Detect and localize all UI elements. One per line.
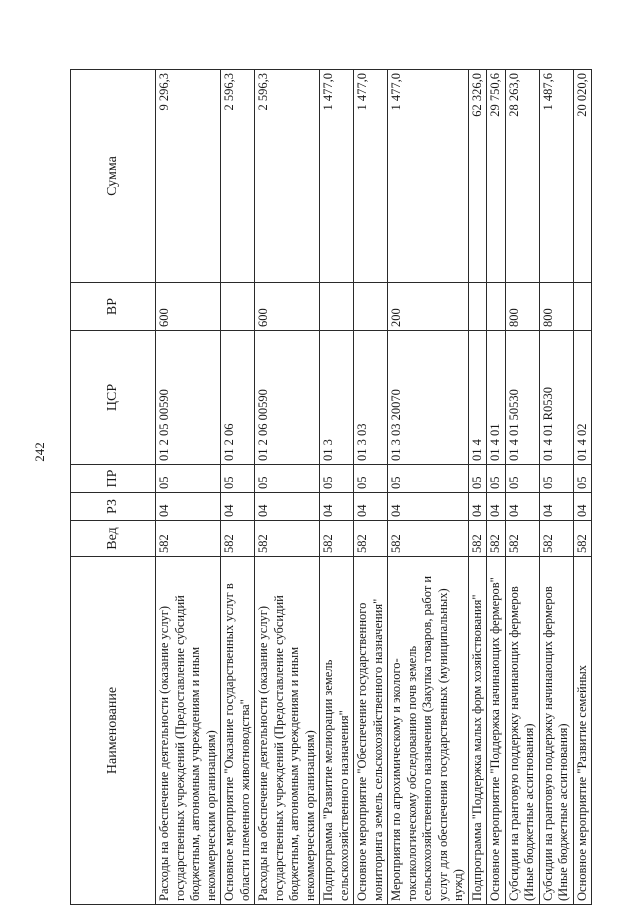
header-pr: ПР	[71, 465, 156, 493]
header-ved: Вед	[71, 521, 156, 557]
cell-ved: 582	[505, 521, 539, 557]
cell-csr: 01 4	[468, 331, 487, 465]
cell-sum: 28 263,0	[505, 70, 539, 283]
cell-rz: 04	[354, 493, 388, 521]
cell-vr	[221, 283, 255, 331]
table-row	[573, 70, 592, 905]
cell-pr: 05	[388, 465, 469, 493]
cell-vr	[468, 283, 487, 331]
cell-rz: 04	[505, 493, 539, 521]
table-row	[255, 70, 320, 905]
cell-name: Подпрограмма "Развитие мелиорации земель сельскохозяйственного назначения"	[320, 557, 354, 905]
header-sum: Сумма	[71, 70, 156, 283]
cell-sum: 62 326,0	[468, 70, 487, 283]
cell-pr: 05	[573, 465, 592, 493]
cell-name: Расходы на обеспечение деятельности (оказание услуг) государственных учреждений (Предоставление субсидий бюджетным, автономным учреждениям и иным некоммерческим организациям)	[255, 557, 320, 905]
cell-vr: 800	[539, 283, 573, 331]
header-csr: ЦСР	[71, 331, 156, 465]
table-row	[539, 70, 573, 905]
cell-csr: 01 4 01 R0530	[539, 331, 573, 465]
cell-rz: 04	[156, 493, 221, 521]
cell-rz: 04	[221, 493, 255, 521]
cell-csr: 01 3	[320, 331, 354, 465]
cell-vr: 600	[156, 283, 221, 331]
cell-csr: 01 2 06 00590	[255, 331, 320, 465]
table-row	[487, 70, 506, 905]
table-row	[388, 70, 469, 905]
cell-sum: 2 596,3	[255, 70, 320, 283]
cell-csr: 01 2 06	[221, 331, 255, 465]
cell-vr: 200	[388, 283, 469, 331]
cell-sum: 1 477,0	[320, 70, 354, 283]
table-body	[156, 70, 592, 905]
cell-ved: 582	[573, 521, 592, 557]
cell-pr: 05	[487, 465, 506, 493]
table-row	[505, 70, 539, 905]
cell-vr: 600	[255, 283, 320, 331]
cell-csr: 01 4 01 50530	[505, 331, 539, 465]
budget-sheet	[70, 70, 640, 901]
cell-pr: 05	[539, 465, 573, 493]
cell-sum: 1 477,0	[354, 70, 388, 283]
cell-rz: 04	[573, 493, 592, 521]
cell-pr: 05	[468, 465, 487, 493]
header-rz: РЗ	[71, 493, 156, 521]
cell-ved: 582	[354, 521, 388, 557]
cell-rz: 04	[255, 493, 320, 521]
cell-csr: 01 2 05 00590	[156, 331, 221, 465]
cell-csr: 01 4 01	[487, 331, 506, 465]
budget-table	[70, 69, 592, 905]
cell-pr: 05	[354, 465, 388, 493]
cell-ved: 582	[221, 521, 255, 557]
cell-ved: 582	[156, 521, 221, 557]
table-row	[320, 70, 354, 905]
cell-ved: 582	[320, 521, 354, 557]
cell-name: Подпрограмма "Поддержка малых форм хозяйствования"	[468, 557, 487, 905]
cell-pr: 05	[255, 465, 320, 493]
cell-name: Основное мероприятие "Оказание государственных услуг в области племенного животноводства"	[221, 557, 255, 905]
cell-name: Расходы на обеспечение деятельности (оказание услуг) государственных учреждений (Предоставление субсидий бюджетным, автономным учреждениям и иным некоммерческим организациям)	[156, 557, 221, 905]
cell-rz: 04	[320, 493, 354, 521]
cell-pr: 05	[221, 465, 255, 493]
table-row	[156, 70, 221, 905]
cell-name: Основное мероприятие "Поддержка начинающих фермеров"	[487, 557, 506, 905]
header-vr: ВР	[71, 283, 156, 331]
cell-pr: 05	[320, 465, 354, 493]
header-row	[71, 70, 156, 905]
cell-name: Основное мероприятие "Обеспечение государственного мониторинга земель сельскохозяйственного назначения"	[354, 557, 388, 905]
cell-pr: 05	[156, 465, 221, 493]
cell-vr	[354, 283, 388, 331]
cell-sum: 1 477,0	[388, 70, 469, 283]
cell-ved: 582	[487, 521, 506, 557]
cell-sum: 2 596,3	[221, 70, 255, 283]
cell-vr	[487, 283, 506, 331]
cell-name: Мероприятия по агрохимическому и эколого-токсикологическому обследованию почв земель сельскохозяйственного назначения (Закупка товаров, работ и услуг для обеспечения государственных (муниципальных) нужд)	[388, 557, 469, 905]
table-row	[468, 70, 487, 905]
cell-vr: 800	[505, 283, 539, 331]
cell-name: Субсидии на грантовую поддержку начинающих фермеров (Иные бюджетные ассигнования)	[539, 557, 573, 905]
cell-rz: 04	[487, 493, 506, 521]
rotated-table-wrapper	[70, 70, 590, 905]
cell-name: Субсидии на грантовую поддержку начинающих фермеров (Иные бюджетные ассигнования)	[505, 557, 539, 905]
cell-ved: 582	[539, 521, 573, 557]
cell-pr: 05	[505, 465, 539, 493]
cell-sum: 1 487,6	[539, 70, 573, 283]
cell-ved: 582	[388, 521, 469, 557]
table-header	[71, 70, 156, 905]
cell-csr: 01 4 02	[573, 331, 592, 465]
cell-name: Основное мероприятие "Развитие семейных	[573, 557, 592, 905]
cell-sum: 9 296,3	[156, 70, 221, 283]
cell-rz: 04	[468, 493, 487, 521]
cell-ved: 582	[255, 521, 320, 557]
table-row	[354, 70, 388, 905]
cell-ved: 582	[468, 521, 487, 557]
table-row	[221, 70, 255, 905]
cell-csr: 01 3 03	[354, 331, 388, 465]
cell-rz: 04	[539, 493, 573, 521]
cell-vr	[573, 283, 592, 331]
cell-vr	[320, 283, 354, 331]
cell-sum: 29 750,6	[487, 70, 506, 283]
cell-csr: 01 3 03 20070	[388, 331, 469, 465]
cell-rz: 04	[388, 493, 469, 521]
cell-sum: 20 020,0	[573, 70, 592, 283]
page-number: 242	[32, 442, 47, 462]
header-name: Наименование	[71, 557, 156, 905]
